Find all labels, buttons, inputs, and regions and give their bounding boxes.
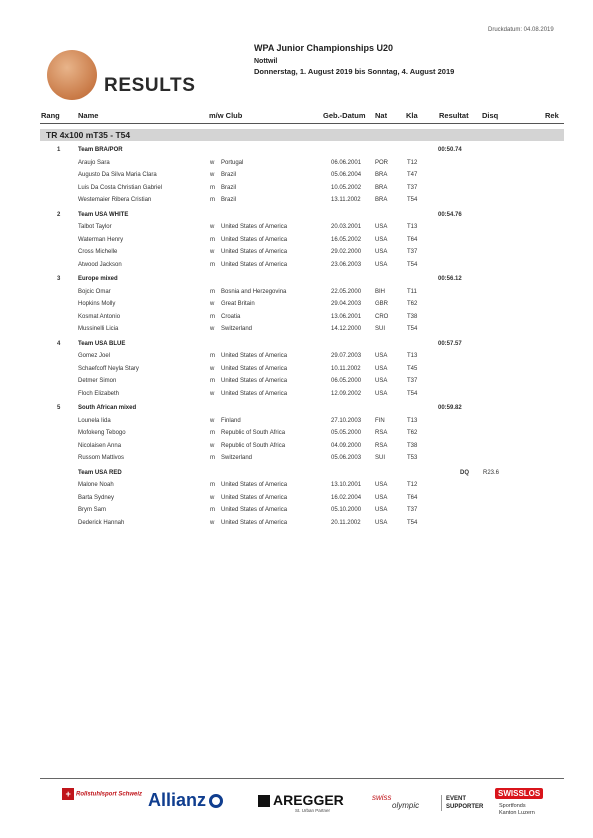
athlete-nation: SUI xyxy=(375,326,386,332)
team-rank: 2 xyxy=(57,211,61,218)
event-supporter xyxy=(441,795,483,811)
athlete-nation: POR xyxy=(375,159,389,166)
athlete-club: Republic of South Africa xyxy=(221,430,286,436)
athlete-club: Republic of South Africa xyxy=(221,442,286,449)
event-title: WPA Junior Championships U20 xyxy=(254,43,394,53)
athlete-gender: w xyxy=(210,365,215,372)
sponsor-rollstuhlsport-label: Rollstuhlsport Schweiz xyxy=(76,791,143,798)
team-name: South African mixed xyxy=(78,405,137,411)
athlete-name: Malone Noah xyxy=(78,482,114,488)
athlete-gender: w xyxy=(210,390,215,397)
athlete-gender: w xyxy=(210,417,215,424)
allianz-eagle-icon xyxy=(209,794,223,808)
swisslos-sub-line2: Kanton Luzern xyxy=(499,810,535,816)
athlete-dob: 06.06.2001 xyxy=(331,159,362,166)
athlete-nation: USA xyxy=(375,519,388,526)
athlete-dob: 20.11.2002 xyxy=(331,519,361,526)
athlete-gender: w xyxy=(210,494,215,501)
athlete-gender: m xyxy=(210,261,215,268)
athlete-class: T62 xyxy=(407,301,418,307)
athlete-club: United States of America xyxy=(221,236,288,243)
athlete-class: T37 xyxy=(407,184,418,191)
athlete-nation: GBR xyxy=(375,301,389,307)
athlete-nation: USA xyxy=(375,378,388,384)
team-result: 00:57.57 xyxy=(438,340,462,347)
athlete-gender: m xyxy=(210,353,215,359)
athlete-dob: 16.05.2002 xyxy=(331,236,362,243)
col-rek: Rek xyxy=(545,111,559,120)
sponsor-rollstuhlsport xyxy=(62,788,142,800)
athlete-nation: RSA xyxy=(375,430,388,436)
team-result: DQ xyxy=(460,469,469,476)
athlete-class: T45 xyxy=(407,365,418,372)
athlete-dob: 29.04.2003 xyxy=(331,301,362,307)
team-name: Team USA RED xyxy=(78,469,122,476)
athlete-dob: 29.07.2003 xyxy=(331,353,362,359)
athlete-class: T37 xyxy=(407,378,418,384)
athlete-name: Westemaier Ribera Cristian xyxy=(78,197,152,203)
athlete-nation: BRA xyxy=(375,184,388,191)
athlete-class: T54 xyxy=(407,326,418,332)
athlete-nation: FIN xyxy=(375,417,385,424)
athlete-gender: w xyxy=(210,172,215,178)
athlete-club: Brazil xyxy=(221,172,237,178)
athlete-club: United States of America xyxy=(221,494,288,501)
athlete-dob: 05.06.2003 xyxy=(331,455,362,461)
athlete-dob: 13.11.2002 xyxy=(331,197,361,203)
col-disq: Disq xyxy=(482,111,499,120)
athlete-dob: 10.05.2002 xyxy=(331,184,362,191)
athlete-gender: w xyxy=(210,442,215,449)
athlete-club: United States of America xyxy=(221,519,288,526)
sponsor-aregger xyxy=(258,792,344,808)
athlete-club: Switzerland xyxy=(221,326,253,332)
athlete-name: Barta Sydney xyxy=(78,494,115,501)
athlete-nation: USA xyxy=(375,261,388,268)
sponsor-allianz xyxy=(148,790,223,811)
athlete-nation: CRO xyxy=(375,313,389,320)
athlete-dob: 04.09.2000 xyxy=(331,442,362,449)
team-rank: 4 xyxy=(57,340,61,347)
athlete-gender: w xyxy=(210,159,215,166)
team-rank: 1 xyxy=(57,147,61,153)
athlete-class: T13 xyxy=(407,417,418,424)
athlete-name: Luis Da Costa Christian Gabriel xyxy=(78,184,163,191)
athlete-dob: 10.11.2002 xyxy=(331,365,361,372)
sponsor-aregger-label: AREGGER xyxy=(273,792,344,808)
athlete-club: Brazil xyxy=(221,184,237,191)
athlete-dob: 12.09.2002 xyxy=(331,390,362,397)
athlete-club: Great Britain xyxy=(221,301,255,307)
athlete-gender: m xyxy=(210,184,215,191)
athlete-name: Mussinelli Licia xyxy=(78,326,119,332)
athlete-name: Cross Michelle xyxy=(78,249,118,255)
athlete-dob: 22.05.2000 xyxy=(331,288,362,295)
athlete-dob: 13.10.2001 xyxy=(331,482,362,488)
athlete-nation: BIH xyxy=(375,288,386,295)
athlete-gender: w xyxy=(210,519,215,526)
sponsor-aregger-sub: St. Urban Partner xyxy=(295,808,331,813)
athlete-dob: 23.06.2003 xyxy=(331,261,362,268)
team-rank: 5 xyxy=(57,405,61,411)
col-rang: Rang xyxy=(41,111,60,120)
team-result: 00:50.74 xyxy=(438,147,462,153)
athlete-nation: RSA xyxy=(375,442,388,449)
athlete-class: T12 xyxy=(407,482,418,488)
athlete-nation: USA xyxy=(375,224,388,230)
athlete-name: Mofokeng Tebogo xyxy=(78,430,126,436)
col-resultat: Resultat xyxy=(439,111,469,120)
athlete-class: T54 xyxy=(407,261,418,268)
athlete-club: United States of America xyxy=(221,353,288,359)
team-name: Team BRA/POR xyxy=(78,147,123,153)
sponsor-olympic: olympic xyxy=(392,801,420,810)
athlete-name: Floch Elizabeth xyxy=(78,390,120,397)
athlete-name: Atwood Jackson xyxy=(78,261,122,268)
athlete-dob: 06.05.2000 xyxy=(331,378,362,384)
athlete-dob: 16.02.2004 xyxy=(331,494,362,501)
athlete-gender: m xyxy=(210,482,215,488)
athlete-club: Switzerland xyxy=(221,455,253,461)
event-supporter-line2: SUPPORTER xyxy=(446,804,484,810)
athlete-gender: m xyxy=(210,236,215,243)
athlete-club: Croatia xyxy=(221,313,241,320)
athlete-gender: m xyxy=(210,288,215,295)
athlete-dob: 27.10.2003 xyxy=(331,417,362,424)
team-result: 00:54.76 xyxy=(438,211,462,218)
athlete-class: T47 xyxy=(407,172,418,178)
athlete-name: Hopkins Molly xyxy=(78,301,116,307)
athlete-club: Portugal xyxy=(221,159,244,166)
athlete-club: United States of America xyxy=(221,390,288,397)
cross-icon: + xyxy=(62,788,74,800)
athlete-nation: USA xyxy=(375,249,388,255)
athlete-dob: 29.02.2000 xyxy=(331,249,362,255)
athlete-name: Waterman Henry xyxy=(78,236,124,243)
athlete-name: Dederick Hannah xyxy=(78,519,125,526)
championship-logo xyxy=(47,50,97,100)
team-disq: R23.6 xyxy=(483,469,500,476)
athlete-club: United States of America xyxy=(221,261,288,268)
athlete-nation: USA xyxy=(375,353,388,359)
athlete-name: Araujo Sara xyxy=(78,159,110,166)
athlete-class: T38 xyxy=(407,442,418,449)
header-divider xyxy=(40,123,564,124)
athlete-club: United States of America xyxy=(221,249,288,255)
athlete-nation: USA xyxy=(375,390,388,397)
athlete-class: T11 xyxy=(407,288,417,295)
athlete-class: T37 xyxy=(407,249,418,255)
athlete-class: T62 xyxy=(407,430,418,436)
athlete-class: T54 xyxy=(407,197,418,203)
athlete-gender: w xyxy=(210,301,215,307)
athlete-name: Nicolaisen Anna xyxy=(78,442,122,449)
athlete-gender: w xyxy=(210,224,215,230)
athlete-club: United States of America xyxy=(221,224,288,230)
athlete-class: T54 xyxy=(407,519,418,526)
athlete-name: Lounela Iida xyxy=(78,417,111,424)
athlete-name: Russom Mattivos xyxy=(78,455,125,461)
athlete-class: T37 xyxy=(407,507,418,513)
sponsor-swisslos: SWISSLOS xyxy=(495,788,543,799)
sponsor-allianz-label: Allianz xyxy=(148,790,207,810)
athlete-class: T12 xyxy=(407,159,418,166)
team-name: Europe mixed xyxy=(78,276,118,282)
athlete-nation: USA xyxy=(375,236,388,243)
athlete-dob: 05.05.2000 xyxy=(331,430,362,436)
athlete-name: Talbot Taylor xyxy=(78,224,112,230)
athlete-dob: 20.03.2001 xyxy=(331,224,362,230)
athlete-gender: w xyxy=(210,326,215,332)
athlete-name: Schaefcoff Neyla Stary xyxy=(78,365,139,372)
athlete-club: United States of America xyxy=(221,365,288,372)
athlete-class: T53 xyxy=(407,455,418,461)
athlete-class: T13 xyxy=(407,224,418,230)
athlete-nation: USA xyxy=(375,507,388,513)
team-result: 00:59.82 xyxy=(438,405,462,411)
athlete-gender: m xyxy=(210,455,215,461)
athlete-club: United States of America xyxy=(221,507,288,513)
team-result: 00:56.12 xyxy=(438,276,462,282)
athlete-nation: USA xyxy=(375,482,388,488)
results-heading: RESULTS xyxy=(104,75,196,96)
athlete-name: Kosmat Antonio xyxy=(78,313,121,320)
athlete-dob: 05.06.2004 xyxy=(331,172,362,178)
print-date: Druckdatum: 04.08.2019 xyxy=(488,27,554,33)
athlete-gender: m xyxy=(210,507,215,513)
athlete-class: T64 xyxy=(407,236,418,243)
athlete-name: Detmer Simon xyxy=(78,378,117,384)
athlete-nation: USA xyxy=(375,365,388,372)
athlete-class: T54 xyxy=(407,390,418,397)
col-nat: Nat xyxy=(375,111,388,120)
athlete-class: T38 xyxy=(407,313,418,320)
athlete-nation: BRA xyxy=(375,197,388,203)
athlete-gender: m xyxy=(210,313,215,320)
athlete-gender: m xyxy=(210,197,215,203)
sponsor-swiss: swiss xyxy=(372,793,392,802)
athlete-name: Brym Sam xyxy=(78,507,107,513)
athlete-club: United States of America xyxy=(221,482,288,488)
athlete-dob: 14.12.2000 xyxy=(331,326,362,332)
aregger-logo-icon xyxy=(258,795,270,807)
athlete-name: Gomez Joel xyxy=(78,353,111,359)
athlete-dob: 13.06.2001 xyxy=(331,313,362,320)
venue: Nottwil xyxy=(254,58,278,65)
col-name: Name xyxy=(78,111,99,120)
athlete-gender: w xyxy=(210,249,215,255)
athlete-class: T64 xyxy=(407,494,418,501)
team-rank: 3 xyxy=(57,276,61,282)
athlete-nation: BRA xyxy=(375,172,388,178)
athlete-name: Bojcic Omar xyxy=(78,288,111,295)
swisslos-sub-line1: Sportfonds xyxy=(499,803,526,809)
athlete-club: Brazil xyxy=(221,197,237,203)
athlete-club: United States of America xyxy=(221,378,288,384)
athlete-club: Finland xyxy=(221,417,241,424)
team-name: Team USA WHITE xyxy=(78,211,129,218)
event-supporter-line1: EVENT xyxy=(446,796,467,802)
athlete-class: T13 xyxy=(407,353,418,359)
athlete-gender: m xyxy=(210,430,215,436)
event-dates: Donnerstag, 1. August 2019 bis Sonntag, 4. August 2019 xyxy=(254,67,455,76)
athlete-nation: USA xyxy=(375,494,388,501)
athlete-dob: 05.10.2000 xyxy=(331,507,362,513)
athlete-nation: SUI xyxy=(375,455,386,461)
col-mw-club: m/w Club xyxy=(209,111,243,120)
race-title: TR 4x100 mT35 - T54 xyxy=(46,130,131,140)
team-name: Team USA BLUE xyxy=(78,340,126,347)
athlete-club: Bosnia and Herzegovina xyxy=(221,288,287,295)
sponsor-swisslos-sub xyxy=(499,803,535,817)
athlete-name: Augusto Da Silva Maria Clara xyxy=(78,172,157,178)
col-kla: Kla xyxy=(406,111,418,120)
athlete-gender: m xyxy=(210,378,215,384)
col-geb-datum: Geb.-Datum xyxy=(323,111,366,120)
